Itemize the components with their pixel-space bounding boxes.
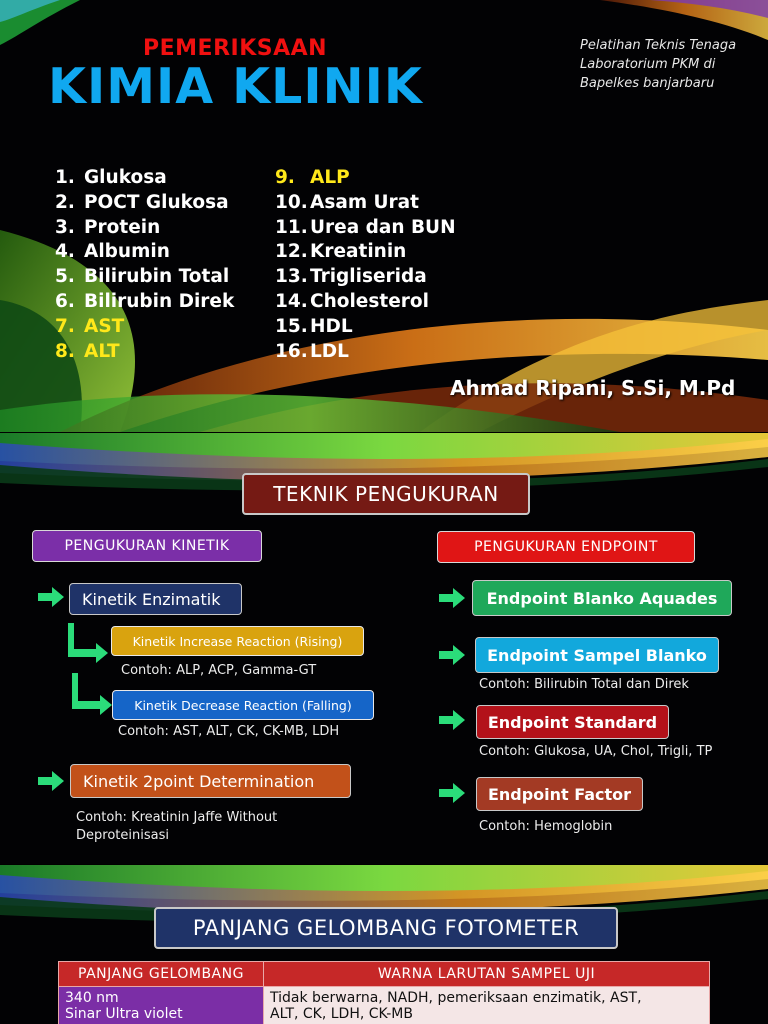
decrease-example: Contoh: AST, ALT, CK, CK-MB, LDH [118, 724, 340, 739]
list-item: 6. Bilirubin Direk [55, 290, 235, 312]
kinetik-header: PENGUKURAN KINETIK [32, 530, 262, 562]
cell-line: Sinar Ultra violet [65, 1006, 183, 1022]
info-line: Pelatihan Teknis Tenaga [580, 38, 737, 53]
arrow-right-icon [439, 645, 465, 665]
list-item: 12. Kreatinin [275, 241, 407, 263]
arrow-right-icon [38, 771, 64, 791]
slide-panjang-gelombang [0, 865, 768, 1024]
info-line: Bapelkes banjarbaru [580, 76, 715, 91]
example-line: Deproteinisasi [76, 828, 169, 843]
list-item: 15. HDL [275, 315, 353, 337]
wavelength-table [58, 961, 710, 1024]
slide3-title: PANJANG GELOMBANG FOTOMETER [154, 907, 618, 949]
kinetik-increase-box: Kinetik Increase Reaction (Rising) [111, 626, 364, 656]
wavelength-cell [59, 987, 264, 1024]
slide-title [0, 0, 768, 432]
subtitle: PEMERIKSAAN [143, 36, 328, 61]
main-title: KIMIA KLINIK [48, 58, 423, 115]
cell-line: Tidak berwarna, NADH, pemeriksaan enzimatik, AST, [270, 990, 642, 1006]
list-item: 5. Bilirubin Total [55, 266, 230, 288]
cell-line: 340 nm [65, 990, 119, 1006]
list-item: 3. Protein [55, 216, 161, 238]
list-item: 4. Albumin [55, 241, 170, 263]
list-item: 10. Asam Urat [275, 191, 420, 213]
slide-teknik-pengukuran [0, 433, 768, 864]
endpoint-header: PENGUKURAN ENDPOINT [437, 531, 695, 563]
list-item: 11. Urea dan BUN [275, 216, 456, 238]
factor-example: Contoh: Hemoglobin [479, 819, 613, 834]
slide2-title: TEKNIK PENGUKURAN [242, 473, 530, 515]
list-item-highlight: 7. AST [55, 315, 125, 337]
table-row [59, 987, 710, 1024]
kinetik-2point-box: Kinetik 2point Determination [70, 764, 351, 798]
list-item-highlight: 8. ALT [55, 340, 120, 362]
training-info [580, 36, 736, 93]
list-item-highlight: 9. ALP [275, 167, 350, 188]
list-item: 2. POCT Glukosa [55, 191, 229, 213]
column-header: PANJANG GELOMBANG [59, 962, 264, 987]
endpoint-aquades-box: Endpoint Blanko Aquades [472, 580, 732, 616]
endpoint-sampel-box: Endpoint Sampel Blanko [475, 637, 719, 673]
kinetik-enzimatik-box: Kinetik Enzimatik [69, 583, 242, 615]
kinetik-decrease-box: Kinetik Decrease Reaction (Falling) [112, 690, 374, 720]
endpoint-factor-box: Endpoint Factor [476, 777, 643, 811]
author-name: Ahmad Ripani, S.Si, M.Pd [450, 376, 736, 400]
cell-line: ALT, CK, LDH, CK-MB [270, 1006, 413, 1022]
exam-list-right [275, 166, 456, 364]
arrow-right-icon [439, 783, 465, 803]
arrow-right-icon [439, 588, 465, 608]
elbow-arrow-icon [66, 623, 110, 663]
column-header: WARNA LARUTAN SAMPEL UJI [264, 962, 710, 987]
sampel-example: Contoh: Bilirubin Total dan Direk [479, 677, 689, 692]
elbow-arrow-icon [70, 673, 114, 715]
table-header-row [59, 962, 710, 987]
arrow-right-icon [439, 710, 465, 730]
warna-cell [264, 987, 710, 1024]
exam-list-left [55, 166, 234, 364]
standard-example: Contoh: Glukosa, UA, Chol, Trigli, TP [479, 744, 713, 759]
list-item: 13. Trigliserida [275, 266, 427, 288]
twopoint-example [76, 809, 277, 845]
list-item: 14. Cholesterol [275, 290, 429, 312]
list-item: 1. Glukosa [55, 167, 167, 188]
increase-example: Contoh: ALP, ACP, Gamma-GT [121, 663, 317, 678]
arrow-right-icon [38, 587, 64, 607]
info-line: Laboratorium PKM di [580, 57, 716, 72]
list-item: 16. LDL [275, 340, 349, 362]
example-line: Contoh: Kreatinin Jaffe Without [76, 810, 278, 825]
endpoint-standard-box: Endpoint Standard [476, 705, 669, 739]
